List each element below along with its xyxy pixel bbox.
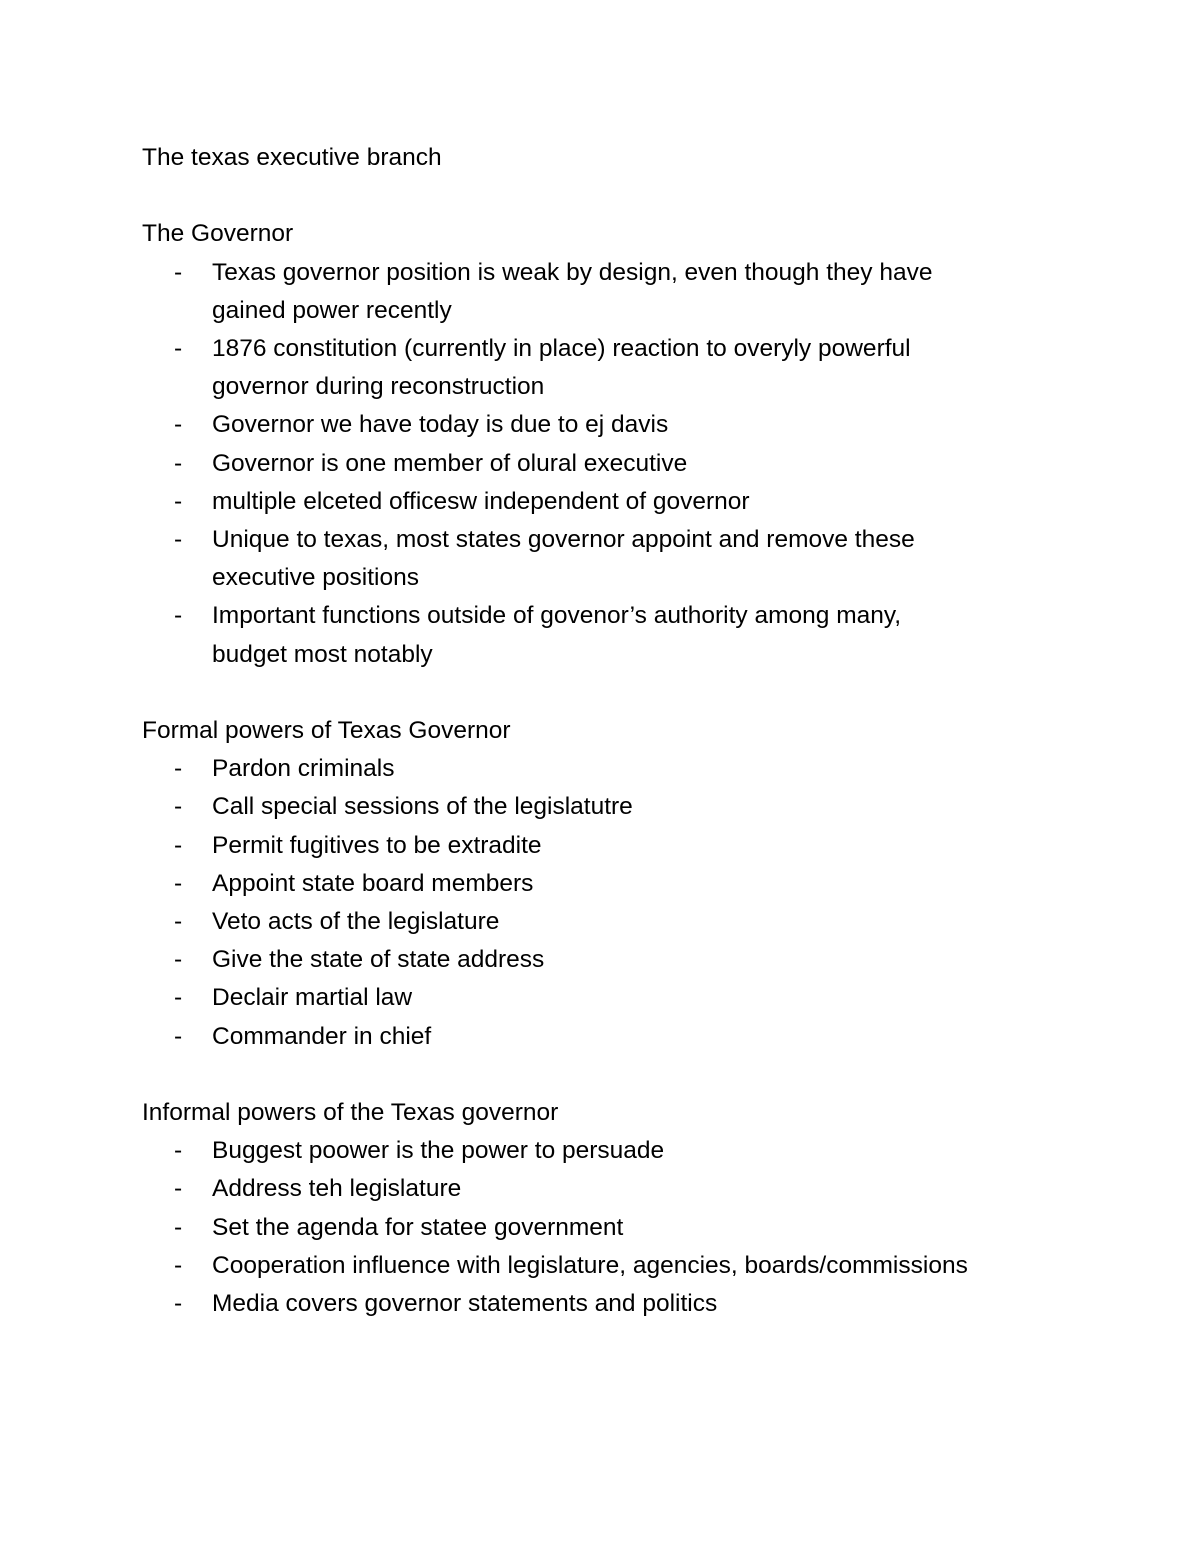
bullet-item xyxy=(142,445,1082,483)
bullet-dash: - xyxy=(174,449,183,477)
bullet-text-line: governor during reconstruction xyxy=(212,373,545,401)
bullet-text-line: executive positions xyxy=(212,564,420,592)
bullet-text-line: multiple elceted officesw independent of governor xyxy=(212,487,750,515)
bullet-dash: - xyxy=(174,908,183,936)
bullet-text-line: Texas governor position is weak by design, even though they have xyxy=(212,258,933,286)
bullet-text-line: Cooperation influence with legislature, agencies, boards/commissions xyxy=(212,1251,968,1279)
bullet-dash: - xyxy=(174,1022,183,1050)
bullet-item xyxy=(142,406,1082,444)
bullet-item xyxy=(142,1018,1082,1056)
bullet-dash: - xyxy=(174,1213,183,1241)
bullet-dash: - xyxy=(174,1251,183,1279)
bullet-text-line: Permit fugitives to be extradite xyxy=(212,831,542,859)
bullet-dash: - xyxy=(174,984,183,1012)
bullet-text-line: Call special sessions of the legislatutre xyxy=(212,793,633,821)
bullet-text-line: Appoint state board members xyxy=(212,869,534,897)
bullet-text-line: Declair martial law xyxy=(212,984,413,1012)
spacer xyxy=(142,674,1082,712)
bullet-text-line: Governor is one member of olural executive xyxy=(212,449,688,477)
bullet-text-line: Give the state of state address xyxy=(212,946,545,974)
bullet-dash: - xyxy=(174,946,183,974)
bullet-dash: - xyxy=(174,831,183,859)
bullet-item xyxy=(142,750,1082,788)
bullet-text-line: gained power recently xyxy=(212,296,452,324)
bullet-item xyxy=(142,788,1082,826)
bullet-item xyxy=(142,1170,1082,1208)
document-title: The texas executive branch xyxy=(142,144,442,171)
bullet-dash: - xyxy=(174,755,183,783)
bullet-text-line: Important functions outside of govenor’s authority among many, xyxy=(212,602,902,630)
spacer xyxy=(142,1056,1082,1094)
bullet-text-line: Commander in chief xyxy=(212,1022,432,1050)
section-heading: Formal powers of Texas Governor xyxy=(142,717,511,745)
bullet-item xyxy=(142,827,1082,865)
bullet-item xyxy=(142,483,1082,521)
document-body xyxy=(142,215,1082,1323)
bullet-text-line: Address teh legislature xyxy=(212,1175,462,1203)
bullet-dash: - xyxy=(174,487,183,515)
bullet-item xyxy=(142,941,1082,979)
bullet-item xyxy=(142,979,1082,1017)
bullet-list xyxy=(142,254,1082,674)
section-heading: Informal powers of the Texas governor xyxy=(142,1099,559,1127)
bullet-dash: - xyxy=(174,1137,183,1165)
section-heading: The Governor xyxy=(142,220,294,248)
bullet-item xyxy=(142,1247,1082,1285)
bullet-dash: - xyxy=(174,526,183,554)
bullet-text-line: Governor we have today is due to ej davis xyxy=(212,411,669,439)
bullet-list xyxy=(142,1132,1082,1323)
bullet-item xyxy=(142,1132,1082,1170)
bullet-dash: - xyxy=(174,602,183,630)
bullet-item xyxy=(142,597,1082,673)
bullet-dash: - xyxy=(174,869,183,897)
section xyxy=(142,1094,1082,1323)
bullet-item xyxy=(142,521,1082,597)
bullet-dash: - xyxy=(174,258,183,286)
bullet-dash: - xyxy=(174,1175,183,1203)
bullet-text-line: Veto acts of the legislature xyxy=(212,908,500,936)
bullet-text-line: Buggest poower is the power to persuade xyxy=(212,1137,665,1165)
bullet-item xyxy=(142,254,1082,330)
bullet-dash: - xyxy=(174,793,183,821)
bullet-text-line: Unique to texas, most states governor appoint and remove these xyxy=(212,526,915,554)
bullet-item xyxy=(142,865,1082,903)
bullet-item xyxy=(142,330,1082,406)
bullet-item xyxy=(142,1209,1082,1247)
bullet-text-line: Media covers governor statements and politics xyxy=(212,1290,718,1318)
bullet-item xyxy=(142,1285,1082,1323)
spacer xyxy=(142,177,1082,215)
bullet-dash: - xyxy=(174,335,183,362)
bullet-list xyxy=(142,750,1082,1056)
section xyxy=(142,215,1082,712)
bullet-item xyxy=(142,903,1082,941)
document-page xyxy=(142,139,1082,1323)
bullet-text-line: Pardon criminals xyxy=(212,755,395,783)
bullet-text-line: 1876 constitution (currently in place) reaction to overyly powerful xyxy=(212,335,911,362)
bullet-dash: - xyxy=(174,411,183,439)
bullet-text-line: budget most notably xyxy=(212,640,433,668)
bullet-dash: - xyxy=(174,1290,183,1318)
bullet-text-line: Set the agenda for statee government xyxy=(212,1213,624,1241)
section xyxy=(142,712,1082,1094)
